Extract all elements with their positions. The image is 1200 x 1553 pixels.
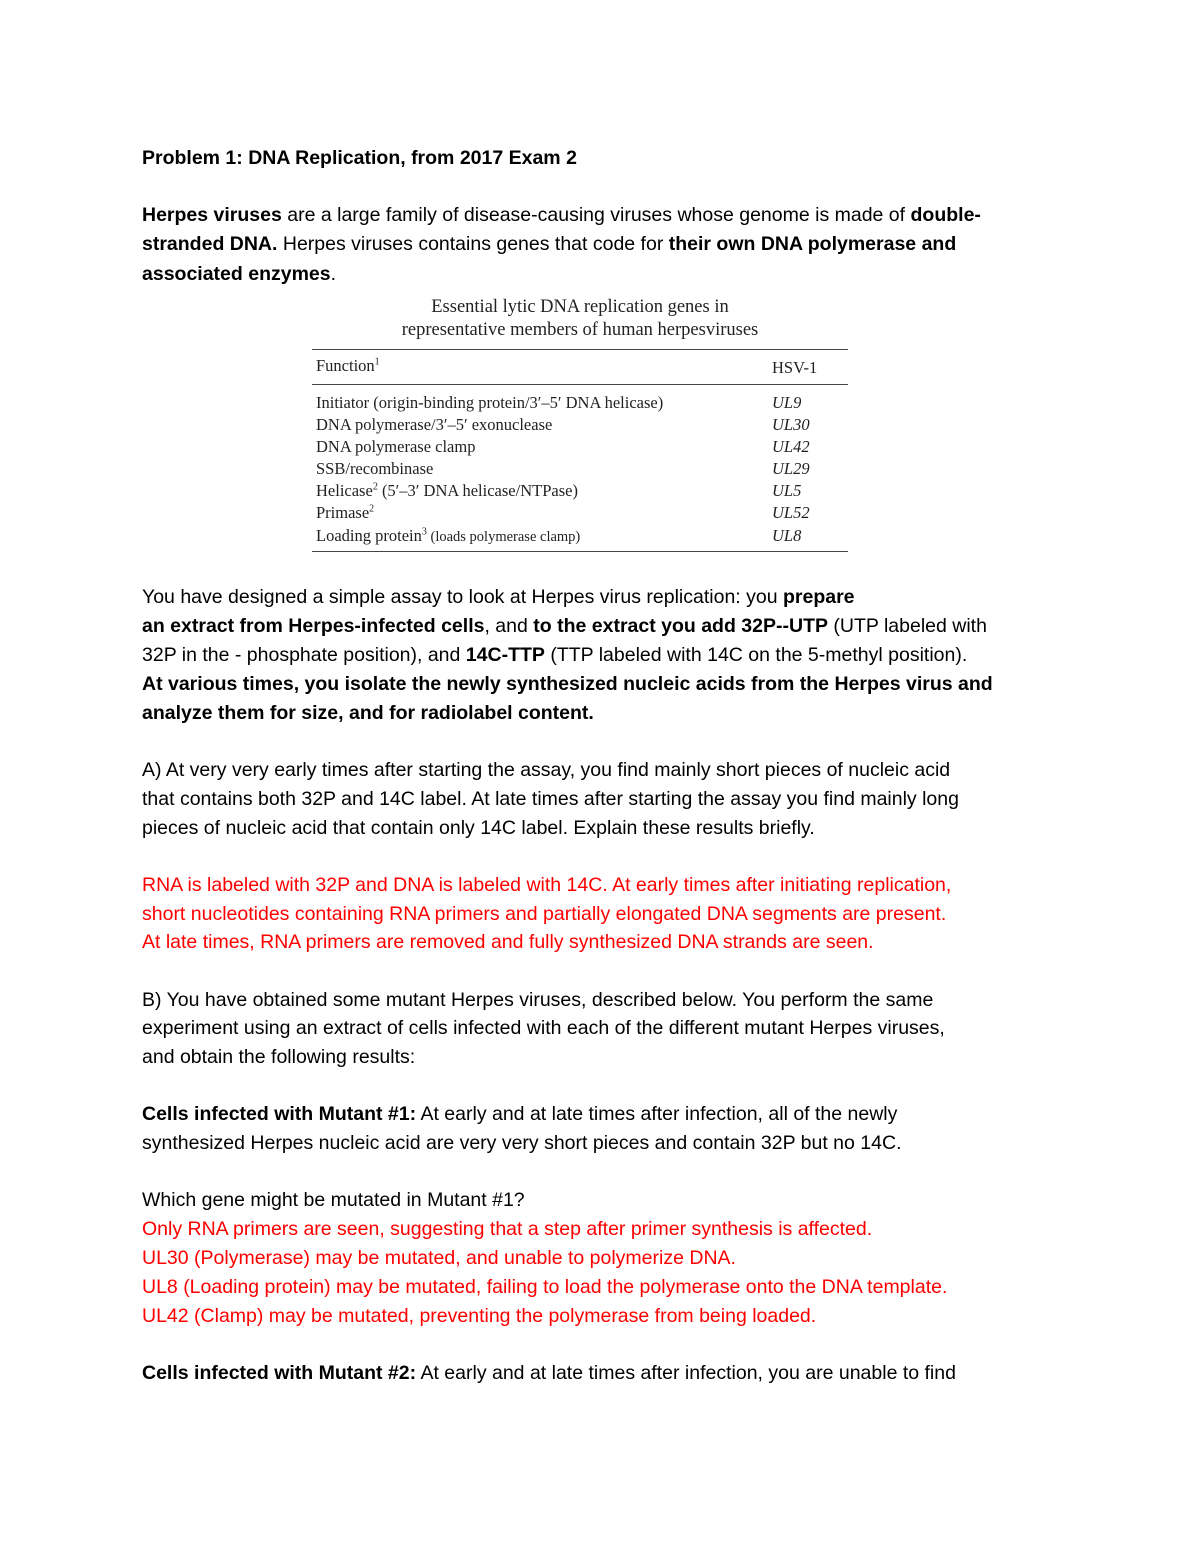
row-function: Helicase [316,481,373,500]
table-top-rule [312,349,848,350]
table-row-gene: UL29 [772,459,810,478]
row-function: DNA polymerase clamp [316,437,476,456]
table-row-gene: UL8 [772,526,802,545]
mutant-1-line-2: synthesized Herpes nucleic acid are very very short pieces and contain 32P but no 14C. [142,1132,902,1154]
row-function: SSB/recombinase [316,459,434,478]
table-row-function [316,393,663,413]
part-a-line-1: A) At very very early times after starting the assay, you find mainly short pieces of nucleic acid [142,759,951,781]
table-row-function [316,481,578,501]
table-row-gene: UL5 [772,481,802,500]
mutant-1-answer: Only RNA primers are seen, suggesting that a step after primer synthesis is affected. [142,1218,873,1240]
row-note: (5′–3′ DNA helicase/NTPase) [377,481,578,500]
intro-bold: Herpes viruses [142,204,282,226]
table-row-function [316,415,552,435]
mutant-2-label: Cells infected with Mutant #2: [142,1362,417,1384]
assay-line-1 [142,585,855,609]
mutant-1-answer: UL30 (Polymerase) may be mutated, and unable to polymerize DNA. [142,1247,736,1269]
header-footnote: 1 [374,356,380,368]
mutant-1-answer: UL8 (Loading protein) may be mutated, failing to load the polymerase onto the DNA template. [142,1276,948,1298]
assay-text: (UTP labeled with [827,615,987,637]
intro-text: are a large family of disease-causing viruses whose genome is made of [281,204,911,226]
table-row-gene: UL30 [772,415,810,434]
assay-text: (TTP labeled with 14C on the 5-methyl position). [544,644,968,666]
assay-text: , and [484,615,534,637]
row-footnote: 3 [421,526,427,538]
row-footnote: 2 [369,503,375,515]
table-row-function [316,459,433,479]
intro-line-2 [142,232,956,256]
intro-bold: double- [910,204,981,226]
assay-line-2 [142,614,987,638]
table-header-rule [312,384,848,385]
assay-bold: to the extract you add 32P--UTP [533,615,828,637]
intro-text: . [330,263,337,285]
assay-bold: an extract from Herpes-infected cells [142,615,485,637]
table-row-function [316,503,374,523]
row-function: Loading protein [316,526,422,545]
assay-bold: 14C-TTP [465,644,545,666]
table-title-line-1: Essential lytic DNA replication genes in [431,297,729,317]
mutant-1-answer: UL42 (Clamp) may be mutated, preventing the polymerase from being loaded. [142,1305,817,1327]
assay-line-3 [142,643,967,667]
problem-heading: Problem 1: DNA Replication, from 2017 Exam 2 [142,147,577,169]
part-a-line-2: that contains both 32P and 14C label. At late times after starting the assay you find mainly long [142,788,959,810]
table-row-gene: UL9 [772,393,802,412]
assay-text: 32P in the - phosphate position), and [142,644,466,666]
row-note: (loads polymerase clamp) [426,529,581,545]
mutant-1-text: At early and at late times after infection, all of the newly [416,1103,898,1125]
table-title-line-2: representative members of human herpesviruses [401,320,759,340]
intro-text: Herpes viruses contains genes that code for [277,233,669,255]
mutant-1-question: Which gene might be mutated in Mutant #1? [142,1189,525,1211]
answer-a-line-1: RNA is labeled with 32P and DNA is labeled with 14C. At early times after initiating replication, [142,874,952,896]
table-row-gene: UL52 [772,503,810,522]
table-row-gene: UL42 [772,437,810,456]
table-caption [312,296,848,342]
header-label: Function [316,356,375,375]
assay-line-4: At various times, you isolate the newly synthesized nucleic acids from the Herpes virus and [142,673,993,695]
row-function: Primase [316,503,370,522]
row-footnote: 2 [372,481,378,493]
mutant-1-label: Cells infected with Mutant #1: [142,1103,417,1125]
row-function: Initiator (origin-binding protein/3′–5′ DNA helicase) [316,393,664,412]
answer-a-line-2: short nucleotides containing RNA primers and partially elongated DNA segments are present. [142,903,947,925]
intro-line-3 [142,262,336,286]
assay-text: You have designed a simple assay to look at Herpes virus replication: you [142,586,783,608]
part-b-line-3: and obtain the following results: [142,1046,416,1068]
table-row-function [316,437,475,457]
table-header-function [316,356,380,376]
row-function: DNA polymerase/3′–5′ exonuclease [316,415,553,434]
answer-a-line-3: At late times, RNA primers are removed and fully synthesized DNA strands are seen. [142,931,874,953]
table-bottom-rule [312,551,848,552]
part-a-line-3: pieces of nucleic acid that contain only 14C label. Explain these results briefly. [142,817,815,839]
mutant-2-line-1 [142,1361,956,1385]
mutant-2-text: At early and at late times after infection, you are unable to find [416,1362,956,1384]
part-b-line-1: B) You have obtained some mutant Herpes viruses, described below. You perform the same [142,989,934,1011]
table-header-hsv: HSV-1 [772,358,818,377]
intro-bold: their own DNA polymerase and [668,233,957,255]
assay-line-5: analyze them for size, and for radiolabel content. [142,702,594,724]
part-b-line-2: experiment using an extract of cells infected with each of the different mutant Herpes viruses, [142,1017,945,1039]
table-row-function [316,526,580,546]
mutant-1-line-1 [142,1102,897,1126]
intro-bold: associated enzymes [142,263,331,285]
intro-line-1 [142,203,981,227]
intro-bold: stranded DNA. [142,233,278,255]
assay-bold: prepare [782,586,855,608]
